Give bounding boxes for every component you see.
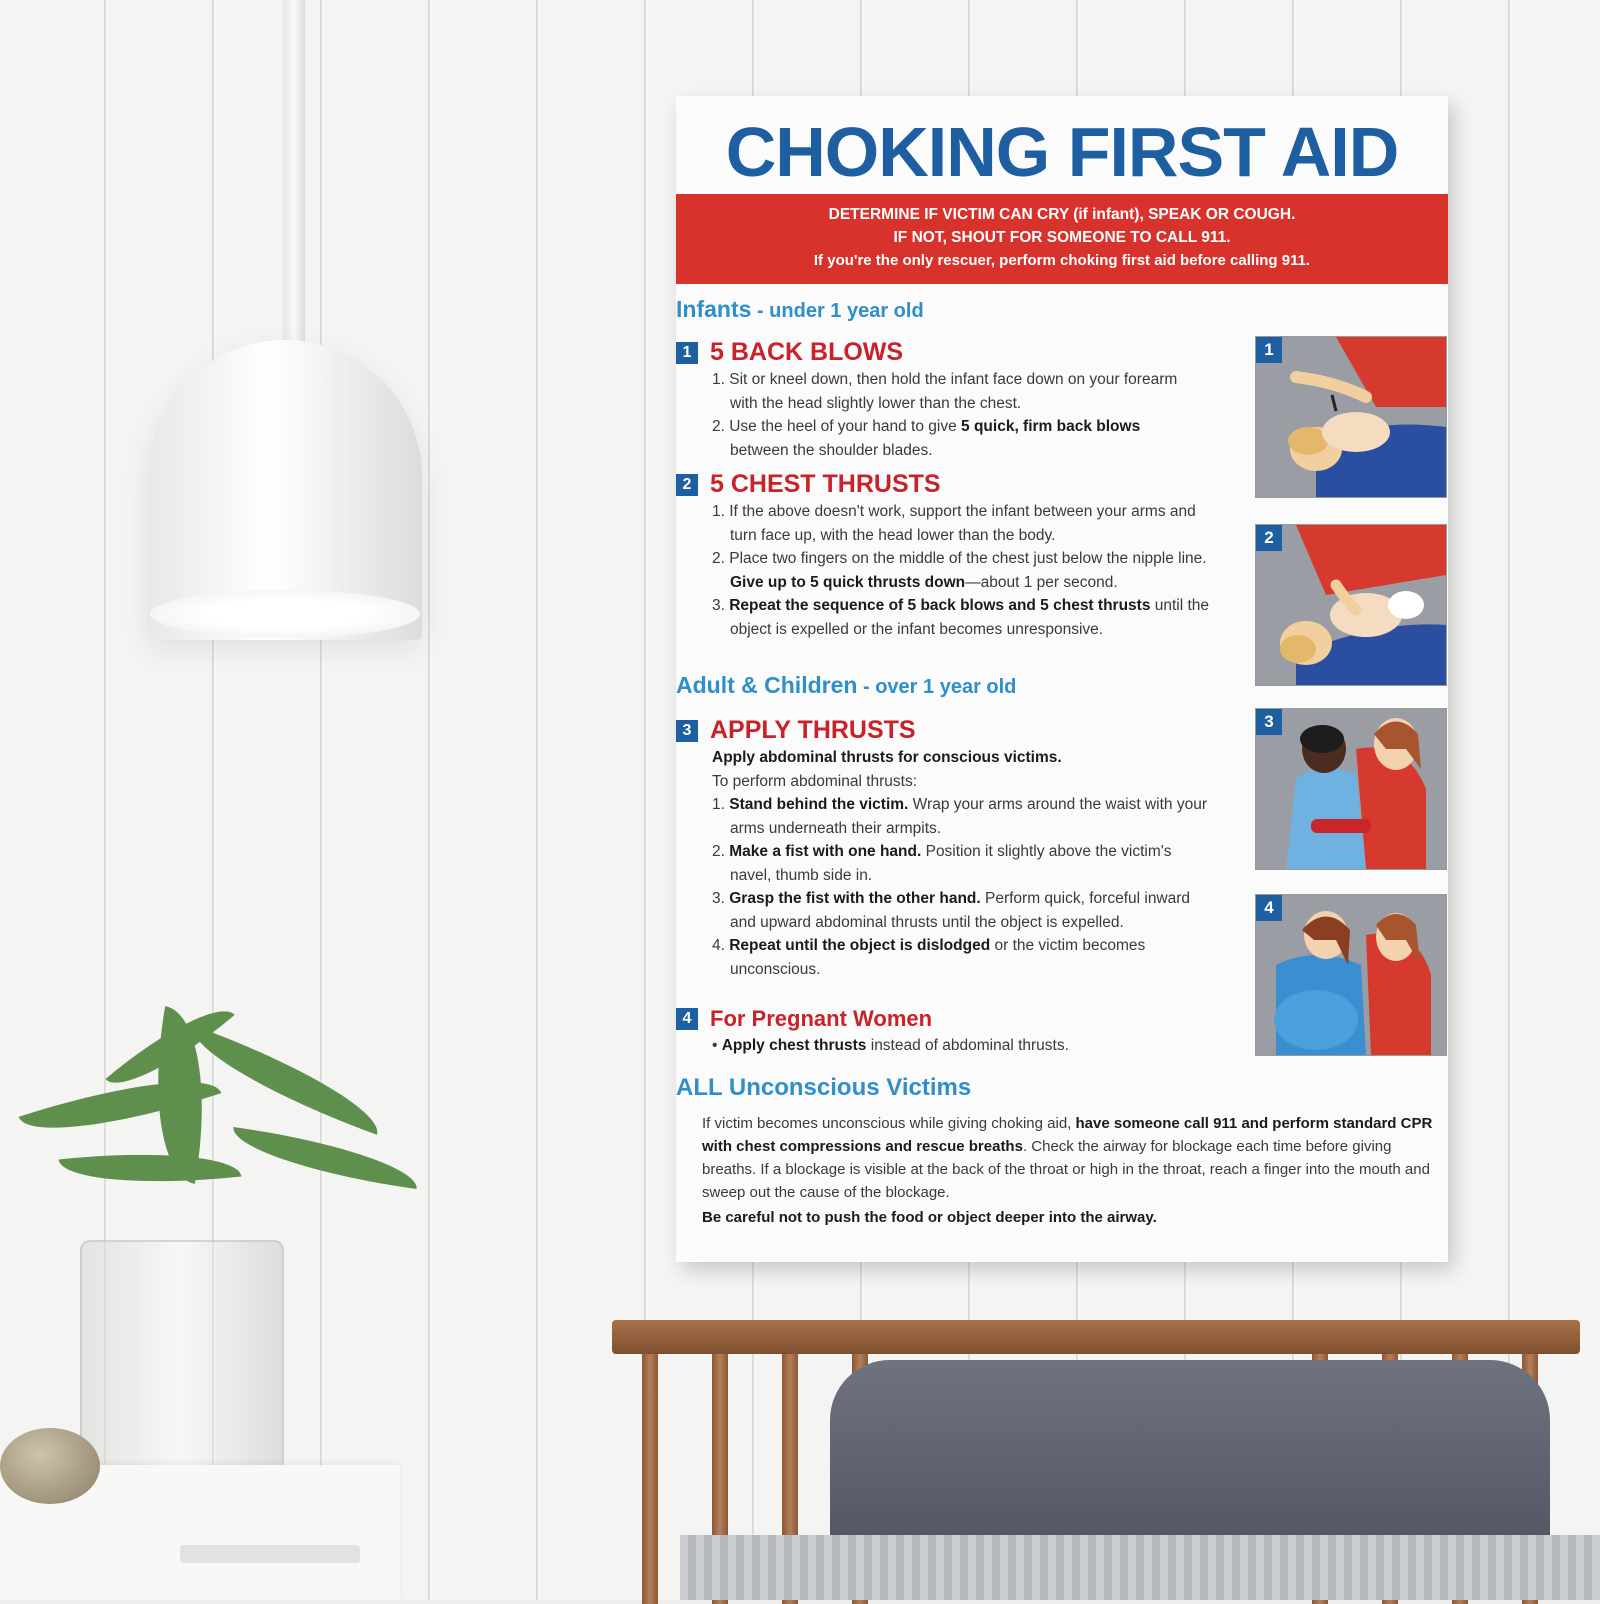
illustration-pregnant-thrusts <box>1255 894 1447 1056</box>
chest-thrusts-drawing <box>1256 525 1446 685</box>
bench-spindle <box>642 1354 658 1604</box>
illustration-chest-thrusts <box>1255 524 1447 686</box>
banner-line: IF NOT, SHOUT FOR SOMEONE TO CALL 911. <box>893 229 1231 246</box>
banner-line: If you're the only rescuer, perform choking first aid before calling 911. <box>813 252 1311 269</box>
unconscious-paragraph: If victim becomes unconscious while giving choking aid, have someone call 911 and perform standard CPR with chest compressions and rescue breaths. Check the airway for blockage each time before giving breaths. If a blockage is visible at the back of the throat or high in the throat, reach a finger into the mouth and sweep out the cause of the blockage. <box>702 1115 1433 1201</box>
step-title: 5 CHEST THRUSTS <box>710 470 941 498</box>
step-heading-chest-thrusts <box>676 470 941 499</box>
step-instructions <box>712 368 1182 462</box>
choking-first-aid-poster <box>676 96 1448 1262</box>
unconscious-instructions <box>702 1112 1442 1229</box>
step-instructions <box>712 746 1212 981</box>
step-number-badge: 2 <box>676 474 698 496</box>
abdominal-thrusts-drawing <box>1256 709 1446 869</box>
step-title: For Pregnant Women <box>710 1006 933 1031</box>
figure-number-badge: 1 <box>1256 337 1282 363</box>
illustration-back-blows <box>1255 336 1447 498</box>
figure-number-badge: 3 <box>1256 709 1282 735</box>
step-instructions <box>712 500 1212 641</box>
pendant-lamp-cord <box>283 0 305 360</box>
step-number-badge: 1 <box>676 342 698 364</box>
step-heading-back-blows <box>676 338 903 367</box>
step-instructions <box>712 1034 1212 1058</box>
warning-banner <box>676 194 1448 284</box>
poster-title: CHOKING FIRST AID <box>725 113 1399 191</box>
instruction-lead: Apply abdominal thrusts for conscious victims. <box>712 749 1062 766</box>
decorative-stone <box>0 1428 100 1504</box>
section-heading-adults: Adult & Children - over 1 year old <box>676 672 1017 698</box>
step-number-badge: 3 <box>676 720 698 742</box>
step-heading-apply-thrusts <box>676 716 916 745</box>
step-number-badge: 4 <box>676 1008 698 1030</box>
instruction-item: 2. Use the heel of your hand to give 5 quick, firm back blows between the shoulder blades. <box>712 418 1141 459</box>
glass-vase <box>80 1240 284 1484</box>
section-heading-infants: Infants - under 1 year old <box>676 296 924 322</box>
instruction-lead: To perform abdominal thrusts: <box>712 772 918 790</box>
pendant-lamp-glow <box>150 590 420 638</box>
instruction-item: 2. Make a fist with one hand. Position it slightly above the victim's navel, thumb side in. <box>712 843 1172 884</box>
instruction-item: 2. Place two fingers on the middle of the chest just below the nipple line. Give up to 5 quick thrusts down—about 1 per second. <box>712 550 1207 591</box>
figure-number-badge: 2 <box>1256 525 1282 551</box>
instruction-item: 4. Repeat until the object is dislodged or the victim becomes unconscious. <box>712 937 1146 978</box>
instruction-item: 3. Repeat the sequence of 5 back blows and 5 chest thrusts until the object is expelled or the infant becomes unresponsive. <box>712 597 1210 638</box>
back-blows-drawing <box>1256 337 1446 497</box>
step-title: APPLY THRUSTS <box>710 716 916 744</box>
side-table-handle <box>180 1545 360 1563</box>
section-heading-unconscious: ALL Unconscious Victims <box>676 1074 972 1101</box>
bench-top-rail <box>612 1320 1580 1354</box>
step-title: 5 BACK BLOWS <box>710 338 904 366</box>
instruction-item: 1. If the above doesn't work, support the infant between your arms and turn face up, with the head lower than the body. <box>712 503 1196 544</box>
pregnant-thrusts-drawing <box>1256 895 1446 1055</box>
instruction-item: 3. Grasp the fist with the other hand. Perform quick, forceful inward and upward abdominal thrusts until the object is expelled. <box>712 890 1191 931</box>
knit-blanket <box>680 1535 1600 1600</box>
instruction-item: 1. Stand behind the victim. Wrap your arms around the waist with your arms underneath their armpits. <box>712 796 1208 837</box>
illustration-abdominal-thrusts <box>1255 708 1447 870</box>
instruction-item: • Apply chest thrusts instead of abdominal thrusts. <box>712 1037 1069 1054</box>
figure-number-badge: 4 <box>1256 895 1282 921</box>
banner-line: DETERMINE IF VICTIM CAN CRY (if infant), SPEAK OR COUGH. <box>828 206 1296 223</box>
unconscious-warning: Be careful not to push the food or object deeper into the airway. <box>702 1209 1157 1226</box>
step-heading-pregnant-women <box>676 1006 932 1032</box>
instruction-item: 1. Sit or kneel down, then hold the infant face down on your forearm with the head slightly lower than the chest. <box>712 371 1178 412</box>
